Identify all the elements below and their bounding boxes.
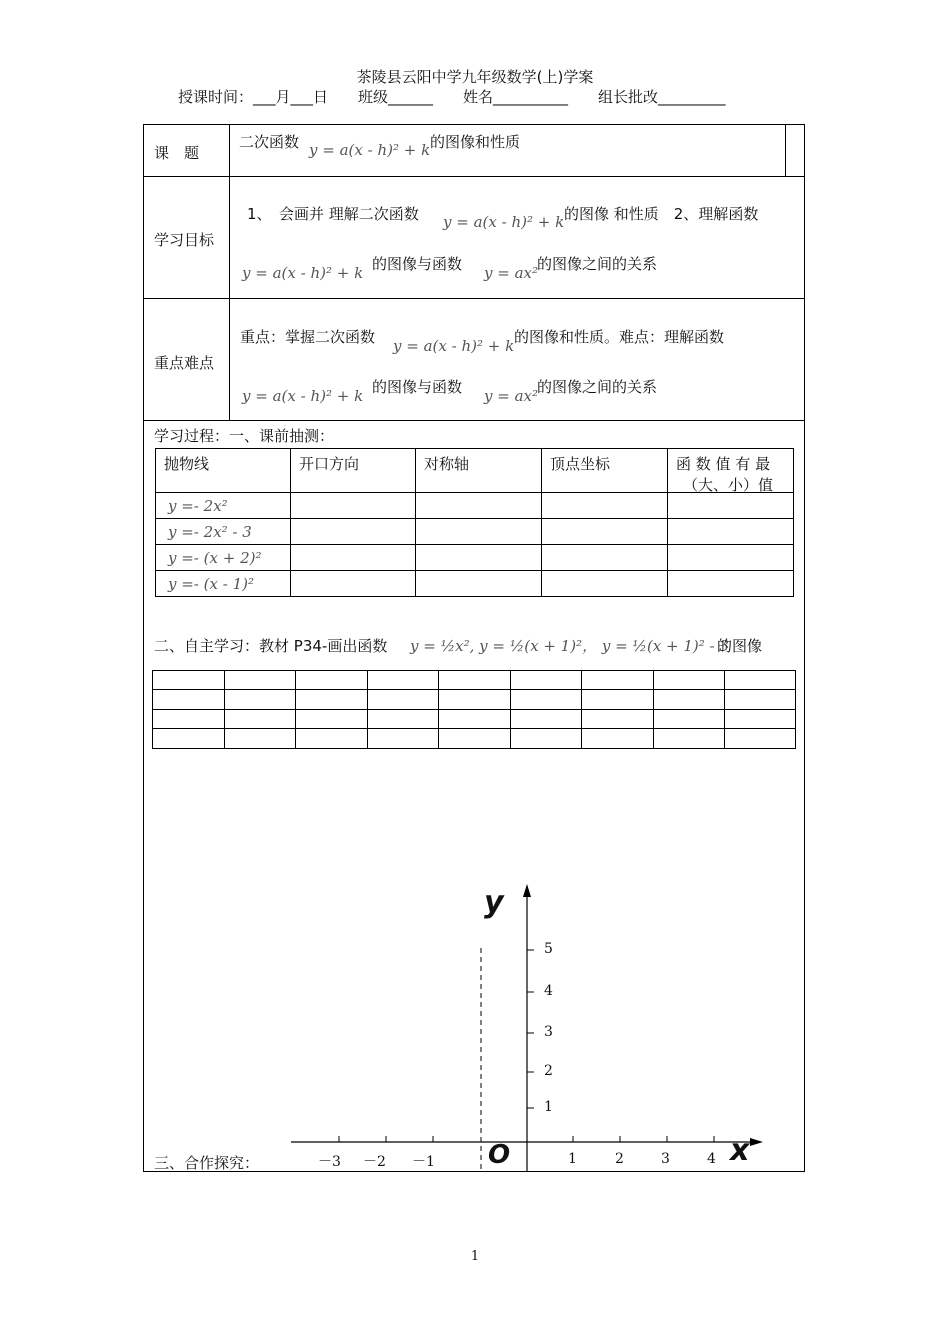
cooperate-heading: 三、合作探究： xyxy=(154,1154,260,1172)
col-header-parabola: 抛物线 xyxy=(164,455,210,473)
goals-line2-formula: y = a(x - h)² + k xyxy=(242,264,364,282)
table-row-formula: y =- (x - 1)² xyxy=(168,575,254,593)
goals-line2-a: 的图像与函数 xyxy=(372,255,463,273)
page-title: 茶陵县云阳中学九年级数学(上)学案 xyxy=(356,68,594,86)
y-tick-label: 3 xyxy=(544,1024,553,1040)
goals-line2-formula2: y = ax² xyxy=(484,264,538,282)
col-header-vertex: 顶点坐标 xyxy=(550,455,611,473)
x-axis-label: x xyxy=(730,1133,750,1168)
table-row-formula: y =- 2x² xyxy=(168,497,228,515)
x-tick-label: 3 xyxy=(661,1151,670,1167)
goals-line1-formula: y = a(x - h)² + k xyxy=(443,213,565,231)
col-header-axis: 对称轴 xyxy=(424,455,470,473)
self-study-suffix: 的图像 xyxy=(717,637,763,655)
x-tick-label: 1 xyxy=(568,1151,577,1167)
table-row-formula: y =- 2x² - 3 xyxy=(168,523,252,541)
table-row-formula: y =- (x + 2)² xyxy=(168,549,262,567)
key-line2-formula: y = a(x - h)² + k xyxy=(242,387,364,405)
topic-label: 课 题 xyxy=(154,144,200,162)
y-tick-label: 2 xyxy=(544,1063,553,1079)
origin-label: O xyxy=(488,1140,511,1170)
key-line1-b: 的图像和性质。难点：理解函数 xyxy=(514,328,725,346)
key-label: 重点难点 xyxy=(154,354,215,372)
key-line1-a: 重点：掌握二次函数 xyxy=(240,328,376,346)
goals-line1-a: 1、 会画并 理解二次函数 xyxy=(247,205,419,223)
col-header-opening: 开口方向 xyxy=(299,455,360,473)
x-tick-label: 2 xyxy=(615,1151,624,1167)
process-heading: 学习过程：一、课前抽测： xyxy=(154,427,335,445)
page-number: 1 xyxy=(470,1249,480,1264)
topic-formula: y = a(x - h)² + k xyxy=(309,141,431,159)
col-header-extreme-2: （大、小）值 xyxy=(683,476,774,494)
goals-line1-b: 的图像 和性质 2、理解函数 xyxy=(564,205,759,223)
key-line2-formula2: y = ax² xyxy=(484,387,538,405)
goals-line2-b: 的图像之间的关系 xyxy=(537,255,658,273)
key-line1-formula: y = a(x - h)² + k xyxy=(393,337,515,355)
col-header-extreme-1: 函 数 值 有 最 xyxy=(676,455,771,473)
x-tick-label: －1 xyxy=(412,1154,435,1170)
goals-label: 学习目标 xyxy=(154,231,215,249)
topic-suffix: 的图像和性质 xyxy=(430,133,521,151)
y-axis-label: y xyxy=(484,885,504,920)
y-tick-label: 1 xyxy=(544,1099,553,1115)
x-tick-label: －2 xyxy=(363,1154,386,1170)
self-study-formula: y = ½x², y = ½(x + 1)²， y = ½(x + 1)² - 3 xyxy=(410,637,729,655)
key-line2-a: 的图像与函数 xyxy=(372,378,463,396)
topic-text: 二次函数 xyxy=(239,133,300,151)
y-tick-label: 4 xyxy=(544,983,553,999)
y-tick-label: 5 xyxy=(544,941,553,957)
key-line2-b: 的图像之间的关系 xyxy=(537,378,658,396)
x-tick-label: －3 xyxy=(318,1154,341,1170)
info-line: 授课时间：___月___日 班级______ 姓名__________ 组长批改_________ xyxy=(178,88,726,106)
self-study-text: 二、自主学习：教材 P34-画出函数 xyxy=(154,637,388,655)
x-tick-label: 4 xyxy=(707,1151,716,1167)
